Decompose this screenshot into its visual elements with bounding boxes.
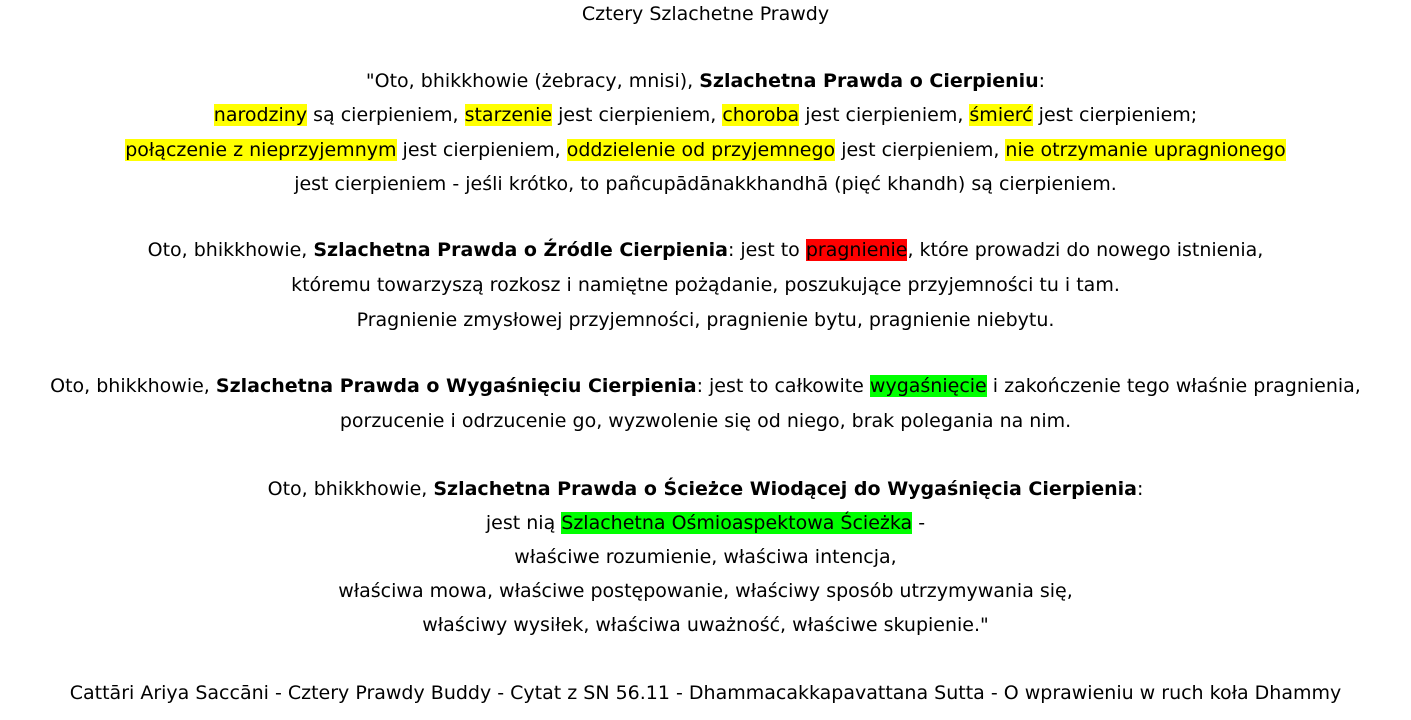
text: jest cierpieniem; bbox=[1032, 104, 1198, 126]
truth2-intro: Oto, bhikkhowie, bbox=[147, 239, 314, 261]
text: jest cierpieniem, bbox=[552, 104, 723, 126]
truth2-line2: któremu towarzyszą rozkosz i namiętne pożądanie, poszukujące przyjemności tu i tam. bbox=[291, 274, 1120, 296]
truth4-line5: właściwy wysiłek, właściwa uważność, właściwe skupienie." bbox=[422, 614, 989, 636]
truth2-line1 bbox=[0, 236, 1411, 264]
text: - bbox=[912, 512, 926, 534]
truth3-line1 bbox=[0, 372, 1411, 400]
text: jest nią bbox=[485, 512, 562, 534]
truth1-line3 bbox=[0, 136, 1411, 164]
truth2-line3: Pragnienie zmysłowej przyjemności, pragnienie bytu, pragnienie niebytu. bbox=[356, 309, 1055, 331]
truth1-line2 bbox=[0, 101, 1411, 129]
text: : jest to całkowite bbox=[696, 375, 870, 397]
truth4-line3: właściwe rozumienie, właściwa intencja, bbox=[514, 546, 897, 568]
truth2-heading: Szlachetna Prawda o Źródle Cierpienia bbox=[313, 239, 728, 261]
truth1-intro: "Oto, bhikkhowie (żebracy, mnisi), bbox=[365, 70, 700, 92]
text: jest cierpieniem, bbox=[835, 139, 1006, 161]
truth4-colon: : bbox=[1136, 478, 1144, 500]
text: i zakończenie tego właśnie pragnienia, bbox=[986, 375, 1361, 397]
highlight-polaczenie: połączenie z nieprzyjemnym bbox=[125, 139, 397, 161]
footer-citation: Cattāri Ariya Saccāni - Cztery Prawdy Buddy - Cytat z SN 56.11 - Dhammacakkapavattana Sutta - O wprawieniu w ruch koła Dhammy bbox=[69, 682, 1342, 704]
highlight-sciezka: Szlachetna Ośmioaspektowa Ścieżka bbox=[561, 512, 913, 534]
text: , które prowadzi do nowego istnienia, bbox=[907, 239, 1264, 261]
truth1-colon: : bbox=[1038, 70, 1046, 92]
truth4-line4: właściwa mowa, właściwe postępowanie, właściwy sposób utrzymywania się, bbox=[338, 580, 1073, 602]
text: : jest to bbox=[727, 239, 806, 261]
text: są cierpieniem, bbox=[307, 104, 465, 126]
highlight-smierc: śmierć bbox=[969, 104, 1033, 126]
truth3-intro: Oto, bhikkhowie, bbox=[50, 375, 216, 397]
text: jest cierpieniem, bbox=[396, 139, 567, 161]
highlight-nie-otrzymanie: nie otrzymanie upragnionego bbox=[1005, 139, 1286, 161]
highlight-starzenie: starzenie bbox=[464, 104, 553, 126]
highlight-oddzielenie: oddzielenie od przyjemnego bbox=[566, 139, 836, 161]
truth4-heading: Szlachetna Prawda o Ścieżce Wiodącej do Wygaśnięcia Cierpienia bbox=[433, 478, 1137, 500]
highlight-narodziny: narodziny bbox=[213, 104, 308, 126]
text: jest cierpieniem, bbox=[799, 104, 970, 126]
truth1-line4: jest cierpieniem - jeśli krótko, to pañcupādānakkhandhā (pięć khandh) są cierpieniem. bbox=[294, 173, 1117, 195]
highlight-pragnienie: pragnienie bbox=[805, 239, 908, 261]
truth1-heading: Szlachetna Prawda o Cierpieniu bbox=[699, 70, 1039, 92]
highlight-choroba: choroba bbox=[722, 104, 800, 126]
truth3-line2: porzucenie i odrzucenie go, wyzwolenie się od niego, brak polegania na nim. bbox=[339, 410, 1072, 432]
truth4-line1 bbox=[0, 475, 1411, 503]
page-title: Cztery Szlachetne Prawdy bbox=[581, 3, 830, 25]
truth4-line2 bbox=[0, 509, 1411, 537]
truth3-heading: Szlachetna Prawda o Wygaśnięciu Cierpienia bbox=[215, 375, 697, 397]
truth4-intro: Oto, bhikkhowie, bbox=[267, 478, 434, 500]
truth1-line1 bbox=[0, 67, 1411, 95]
highlight-wygasniecie: wygaśnięcie bbox=[869, 375, 987, 397]
